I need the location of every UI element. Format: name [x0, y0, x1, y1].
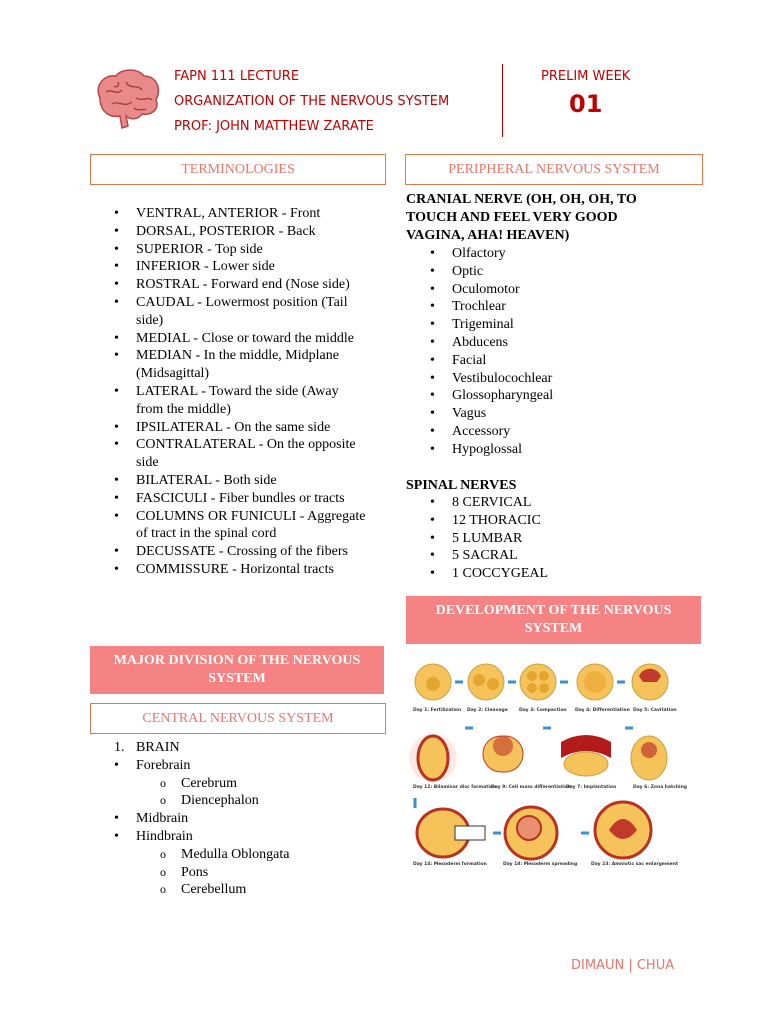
list-item: • Oculomotor	[430, 281, 520, 297]
list-item: • Forebrain	[114, 757, 191, 773]
stage-label: Day 14: Mesoderm formation	[413, 862, 487, 867]
list-item: • Vagus	[430, 406, 487, 422]
pns-heading: PERIPHERAL NERVOUS SYSTEM	[405, 154, 703, 185]
list-item: • 1 COCCYGEAL	[430, 566, 549, 582]
week-number: 01	[569, 90, 603, 118]
list-item: 1. BRAIN	[114, 740, 180, 755]
list-item: • IPSILATERAL - On the same side	[114, 419, 331, 435]
list-item: • Vestibulocochlear	[430, 370, 553, 386]
list-item: o Diencephalon	[160, 793, 259, 809]
stage-label: Day 5: Cavitation	[633, 708, 677, 713]
list-item: • 5 SACRAL	[430, 548, 518, 564]
footer-authors: DIMAUN | CHUA	[571, 958, 675, 973]
brain-icon	[92, 68, 162, 130]
list-item: • VENTRAL, ANTERIOR - Front	[114, 206, 321, 221]
terminologies-list	[108, 205, 368, 579]
stage-label: Day 7: Implantation	[566, 785, 617, 790]
spinal-nerves-heading: SPINAL NERVES	[406, 478, 517, 493]
stage-label: Day 2: Cleavage	[467, 708, 508, 713]
list-item: • Trochlear	[430, 299, 506, 315]
list-item: • 8 CERVICAL	[430, 495, 532, 510]
list-item: • ROSTRAL - Forward end (Nose side)	[114, 277, 350, 293]
list-item: • MEDIAL - Close or toward the middle	[114, 330, 354, 346]
header-divider	[502, 64, 503, 137]
cns-list	[108, 739, 368, 899]
stage-label: Day 6: Zona hatching	[633, 785, 688, 790]
list-item: o Cerebrum	[160, 775, 237, 791]
list-item: • LATERAL - Toward the side (Away from the middle)	[114, 383, 339, 417]
list-item: • Glossopharyngeal	[430, 388, 554, 404]
list-item: • FASCICULI - Fiber bundles or tracts	[114, 490, 345, 506]
list-item: o Medulla Oblongata	[160, 846, 290, 862]
list-item: • COMMISSURE - Horizontal tracts	[114, 561, 334, 577]
terminologies-heading: TERMINOLOGIES	[90, 154, 386, 185]
list-item: • SUPERIOR - Top side	[114, 241, 263, 257]
list-item: • Midbrain	[114, 811, 189, 827]
cranial-nerve-heading: CRANIAL NERVE (OH, OH, OH, TO TOUCH AND FEEL VERY GOOD VAGINA, AHA! HEAVEN)	[406, 192, 637, 243]
cranial-nerve-list	[424, 245, 674, 459]
major-division-heading: MAJOR DIVISION OF THE NERVOUS SYSTEM	[90, 646, 384, 694]
spinal-nerves-list	[424, 494, 674, 583]
list-item: • COLUMNS OR FUNICULI - Aggregate of tract in the spinal cord	[114, 508, 366, 542]
list-item: • CONTRALATERAL - On the opposite side	[114, 437, 356, 471]
list-item: • Olfactory	[430, 246, 506, 261]
list-item: • INFERIOR - Lower side	[114, 259, 275, 275]
stage-label: Day 3: Compaction	[519, 708, 567, 713]
development-heading: DEVELOPMENT OF THE NERVOUS SYSTEM	[406, 596, 701, 644]
list-item: • MEDIAN - In the middle, Midplane (Midsagittal)	[114, 348, 339, 382]
list-item: • CAUDAL - Lowermost position (Tail side)	[114, 294, 348, 328]
cns-heading: CENTRAL NERVOUS SYSTEM	[90, 703, 386, 734]
lecture-topic: ORGANIZATION OF THE NERVOUS SYSTEM	[174, 94, 450, 109]
list-item: • Optic	[430, 263, 484, 279]
list-item: o Pons	[160, 864, 209, 880]
stage-label: Day 18: Mesoderm spreading	[503, 862, 578, 867]
stage-label: Day 1: Fertilization	[413, 708, 462, 713]
week-label: PRELIM WEEK	[541, 69, 631, 84]
list-item: o Cerebellum	[160, 882, 247, 898]
list-item: • Hindbrain	[114, 828, 193, 844]
professor: PROF: JOHN MATTHEW ZARATE	[174, 119, 374, 134]
stage-label: Day 12: Bilaminar disc formation	[413, 785, 497, 790]
list-item: • Trigeminal	[430, 317, 514, 333]
stage-label: Day 23: Amniotic sac enlargement	[591, 862, 679, 867]
list-item: • DORSAL, POSTERIOR - Back	[114, 223, 316, 239]
stage-label: Day 9: Cell mass differentiation	[491, 785, 571, 790]
list-item: • 5 LUMBAR	[430, 530, 523, 546]
stage-label: Day 4: Differentiation	[575, 708, 630, 713]
list-item: • Abducens	[430, 334, 508, 350]
list-item: • 12 THORACIC	[430, 512, 541, 528]
list-item: • BILATERAL - Both side	[114, 472, 277, 488]
list-item: • Accessory	[430, 423, 511, 439]
list-item: • Hypoglossal	[430, 441, 522, 457]
list-item: • DECUSSATE - Crossing of the fibers	[114, 544, 348, 560]
course-title: FAPN 111 LECTURE	[174, 69, 300, 84]
list-item: • Facial	[430, 352, 487, 368]
embryo-development-diagram	[411, 658, 688, 868]
